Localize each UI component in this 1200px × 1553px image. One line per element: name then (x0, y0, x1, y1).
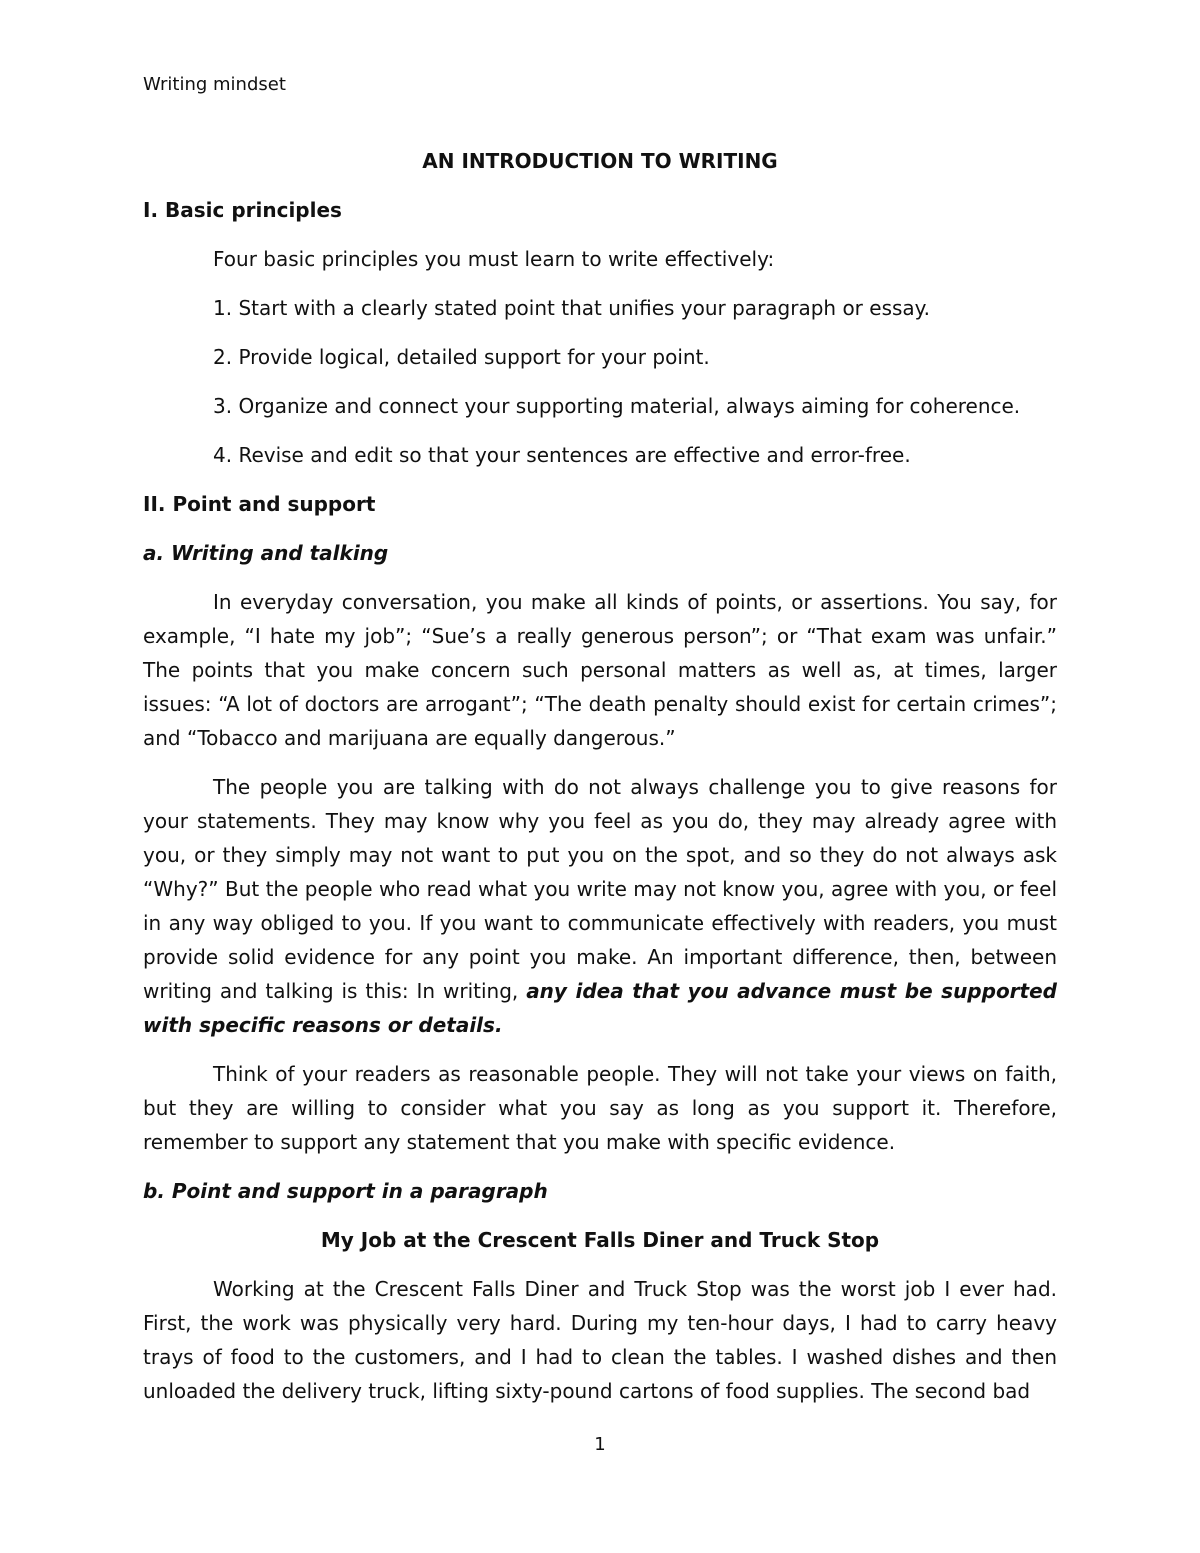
section-heading-point-and-support: II. Point and support (143, 492, 376, 516)
section-heading-basic-principles: I. Basic principles (143, 198, 342, 222)
subheading-writing-and-talking: a. Writing and talking (143, 541, 389, 565)
paragraph-reasonable-readers: Think of your readers as reasonable people. They will not take your views on faith, but they are willing to consider what you say as long as you support it. Therefore, remember to support any statement that you make with specific evidence. (143, 1062, 1057, 1154)
principles-intro: Four basic principles you must learn to write effectively: (213, 247, 775, 271)
principle-item: 1. Start with a clearly stated point that unifies your paragraph or essay. (213, 296, 931, 320)
principle-item: 4. Revise and edit so that your sentences are effective and error-free. (213, 443, 911, 467)
principle-item: 3. Organize and connect your supporting material, always aiming for coherence. (213, 394, 1021, 418)
paragraph-essay-body: Working at the Crescent Falls Diner and Truck Stop was the worst job I ever had. First, the work was physically very hard. During my ten-hour days, I had to carry heavy trays of food to the customers, and I had to clean the tables. I washed dishes and then unloaded the delivery truck, lifting sixty-pound cartons of food supplies. The second bad (143, 1277, 1057, 1403)
page-number: 1 (594, 1434, 606, 1455)
essay-title: My Job at the Crescent Falls Diner and Truck Stop (320, 1228, 880, 1252)
running-header: Writing mindset (143, 74, 286, 95)
principle-item: 2. Provide logical, detailed support for your point. (213, 345, 710, 369)
page-content (143, 144, 1057, 1423)
subheading-point-and-support-paragraph: b. Point and support in a paragraph (143, 1179, 548, 1203)
paragraph-everyday-conversation: In everyday conversation, you make all kinds of points, or assertions. You say, for example, “I hate my job”; “Sue’s a really generous person”; or “That exam was unfair.” The points that you make concern such personal matters as well as, at times, larger issues: “A lot of doctors are arrogant”; “The death penalty should exist for certain crimes”; and “Tobacco and marijuana are equally dangerous.” (143, 590, 1057, 750)
emphasized-text: any idea that you advance must be supported with specific reasons or details. (143, 979, 1057, 1037)
document-title: AN INTRODUCTION TO WRITING (422, 149, 778, 173)
paragraph-people-talking (143, 770, 1057, 1042)
paragraph-text: The people you are talking with do not always challenge you to give reasons for your statements. They may know why you feel as you do, they may already agree with you, or they simply may not want to put you on the spot, and so they do not always ask “Why?” But the people who read what you write may not know you, agree with you, or feel in any way obliged to you. If you want to communicate effectively with readers, you must provide solid evidence for any point you make. An important difference, then, between writing and talking is this: In writing, (143, 775, 1057, 1003)
